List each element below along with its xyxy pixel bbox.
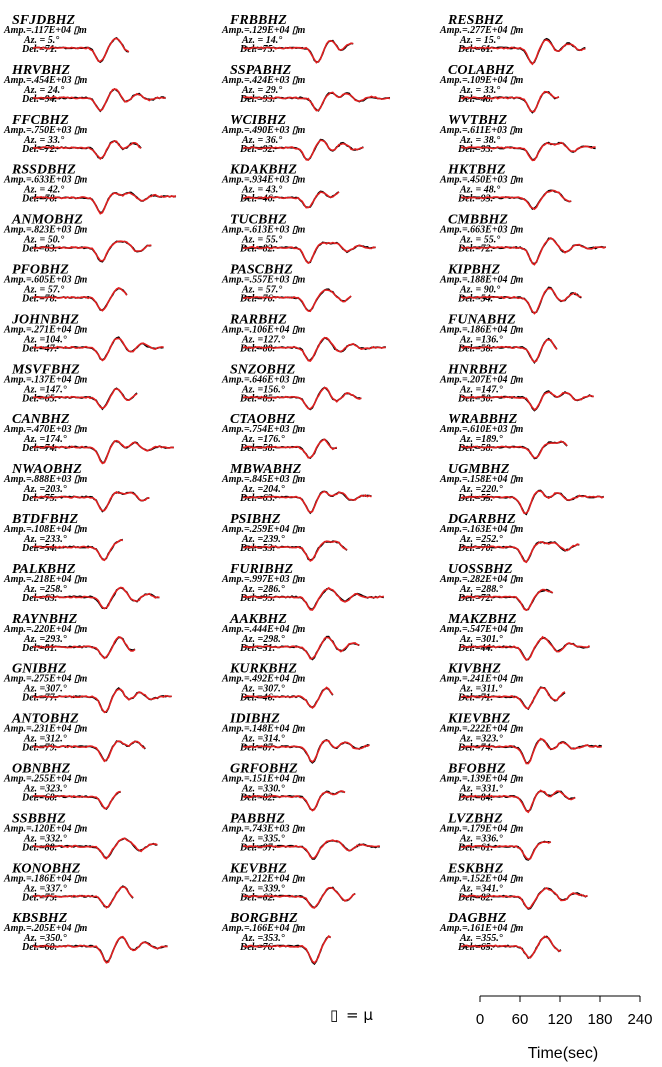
- station-distance: Del.=82.: [240, 243, 276, 255]
- station-amplitude: Amp.=.743E+03 ▯m: [222, 823, 306, 835]
- station-distance: Del.=58.: [240, 443, 276, 455]
- station-amplitude: Amp.=.139E+04 ▯m: [440, 773, 524, 785]
- station-name: GNIBHZ: [12, 661, 67, 677]
- station-distance: Del.=72.: [458, 592, 494, 604]
- station-panel: [3, 263, 127, 311]
- time-axis-tick-label: 120: [547, 1011, 573, 1028]
- station-amplitude: Amp.=.750E+03 ▯m: [4, 124, 88, 136]
- station-distance: Del.=75.: [22, 493, 58, 505]
- station-panel: [439, 512, 579, 562]
- station-name: FUNABHZ: [448, 312, 516, 328]
- station-panel: [3, 612, 135, 659]
- station-name: OBNBHZ: [12, 761, 71, 777]
- station-azimuth: Az. =174.°: [24, 434, 67, 446]
- station-azimuth: Az. =307.°: [242, 683, 285, 695]
- station-azimuth: Az. = 50.°: [24, 234, 65, 246]
- station-name: ESKBHZ: [448, 861, 504, 877]
- station-name: WVTBHZ: [448, 112, 508, 128]
- station-name: CANBHZ: [12, 412, 70, 428]
- station-panel: [3, 911, 168, 963]
- station-panel: [221, 362, 361, 409]
- station-azimuth: Az. =136.°: [460, 334, 503, 346]
- station-panel: [439, 163, 571, 209]
- station-distance: Del.=48.: [458, 93, 494, 105]
- station-distance: Del.=47.: [22, 343, 58, 355]
- station-amplitude: Amp.=.218E+04 ▯m: [4, 573, 88, 585]
- station-panel: [439, 712, 602, 764]
- station-amplitude: Amp.=.152E+04 ▯m: [440, 873, 524, 885]
- station-distance: Del.=58.: [458, 443, 494, 455]
- station-azimuth: Az. =176.°: [242, 434, 285, 446]
- station-name: WRABBHZ: [448, 412, 518, 428]
- station-azimuth: Az. =298.°: [242, 633, 285, 645]
- station-amplitude: Amp.=.161E+04 ▯m: [440, 923, 524, 935]
- station-azimuth: Az. = 43.°: [242, 184, 283, 196]
- station-azimuth: Az. =341.°: [460, 883, 503, 895]
- station-distance: Del.=72.: [458, 243, 494, 255]
- station-amplitude: Amp.=.108E+04 ▯m: [4, 524, 88, 535]
- station-amplitude: Amp.=.205E+04 ▯m: [4, 923, 88, 935]
- station-distance: Del.=62.: [240, 892, 276, 904]
- station-azimuth: Az. = 29.°: [242, 84, 283, 96]
- station-azimuth: Az. =331.°: [460, 783, 503, 795]
- station-panel: [439, 213, 606, 265]
- time-axis: [476, 996, 653, 1062]
- time-axis-title: Time(sec): [527, 1045, 599, 1062]
- station-distance: Del.=93.: [458, 143, 494, 155]
- station-distance: Del.=97.: [240, 842, 276, 854]
- station-azimuth: Az. = 24.°: [24, 84, 65, 96]
- station-amplitude: Amp.=.186E+04 ▯m: [440, 324, 524, 336]
- station-name: RESBHZ: [448, 13, 504, 28]
- station-distance: Del.=46.: [240, 692, 276, 704]
- station-azimuth: Az. =127.°: [242, 334, 285, 346]
- station-amplitude: Amp.=.454E+03 ▯m: [4, 74, 88, 86]
- station-distance: Del.=95.: [240, 592, 276, 604]
- station-amplitude: Amp.=.934E+03 ▯m: [222, 174, 306, 186]
- station-name: KONOBHZ: [12, 861, 81, 877]
- station-distance: Del.=46.: [240, 193, 276, 205]
- station-azimuth: Az. =147.°: [24, 384, 67, 396]
- station-panel: [221, 63, 390, 111]
- station-distance: Del.=93.: [240, 93, 276, 105]
- station-amplitude: Amp.=.271E+04 ▯m: [4, 324, 88, 336]
- station-azimuth: Az. =307.°: [24, 683, 67, 695]
- station-amplitude: Amp.=.450E+03 ▯m: [440, 174, 524, 186]
- station-amplitude: Amp.=.663E+03 ▯m: [440, 224, 524, 236]
- station-panel: [3, 13, 129, 62]
- station-distance: Del.=72.: [22, 143, 58, 155]
- station-name: HNRBHZ: [448, 362, 508, 378]
- station-distance: Del.=61.: [458, 842, 494, 854]
- station-name: MBWABHZ: [230, 462, 302, 478]
- station-distance: Del.=65.: [22, 393, 58, 405]
- station-azimuth: Az. =293.°: [24, 633, 67, 645]
- station-panel: [439, 612, 590, 660]
- station-panel: [221, 811, 380, 859]
- station-amplitude: Amp.=.222E+04 ▯m: [440, 723, 524, 735]
- station-panel: [439, 662, 565, 709]
- station-panel: [3, 213, 151, 262]
- station-azimuth: Az. =189.°: [460, 434, 503, 446]
- station-panel: [221, 412, 337, 458]
- station-azimuth: Az. =203.°: [24, 484, 67, 496]
- station-azimuth: Az. =355.°: [460, 933, 503, 945]
- station-name: COLABHZ: [448, 62, 515, 78]
- station-panel: [439, 63, 559, 113]
- station-name: RSSDBHZ: [12, 162, 76, 178]
- station-azimuth: Az. =288.°: [460, 583, 503, 595]
- station-name: KIPBHZ: [448, 262, 501, 278]
- station-name: PASCBHZ: [230, 262, 293, 278]
- unit-note-symbol: ▯: [330, 1006, 339, 1024]
- station-panel: [221, 512, 347, 561]
- station-azimuth: Az. = 55.°: [242, 234, 283, 246]
- station-azimuth: Az. =258.°: [24, 583, 67, 595]
- station-panel: [439, 362, 594, 410]
- station-amplitude: Amp.=.241E+04 ▯m: [440, 673, 524, 685]
- station-panel: [3, 113, 141, 159]
- station-azimuth: Az. =286.°: [242, 583, 285, 595]
- station-azimuth: Az. = 42.°: [24, 184, 65, 196]
- station-distance: Del.=76.: [240, 293, 276, 305]
- station-name: LVZBHZ: [448, 811, 503, 827]
- station-panel: [221, 861, 355, 908]
- station-amplitude: Amp.=.158E+04 ▯m: [440, 474, 524, 486]
- station-panel: [439, 13, 585, 64]
- time-axis-ticks: [476, 996, 653, 1028]
- station-amplitude: Amp.=.997E+03 ▯m: [222, 573, 306, 585]
- station-azimuth: Az. = 57.°: [242, 284, 283, 296]
- station-amplitude: Amp.=.188E+04 ▯m: [440, 274, 524, 286]
- station-distance: Del.=50.: [458, 393, 494, 405]
- station-amplitude: Amp.=.166E+04 ▯m: [222, 923, 306, 935]
- station-distance: Del.=79.: [22, 742, 58, 754]
- station-panel: [3, 462, 149, 511]
- station-panel: [3, 362, 137, 409]
- station-azimuth: Az. = 48.°: [460, 184, 501, 196]
- station-panel: [221, 13, 353, 63]
- time-axis-tick-label: 180: [587, 1011, 613, 1028]
- station-amplitude: Amp.=.259E+04 ▯m: [222, 524, 306, 535]
- station-amplitude: Amp.=.151E+04 ▯m: [222, 773, 306, 785]
- station-name: SSBBHZ: [12, 811, 66, 827]
- station-distance: Del.=77.: [22, 692, 58, 704]
- station-panel: [221, 712, 370, 763]
- station-panel: [221, 213, 376, 264]
- station-name: HRVBHZ: [12, 62, 71, 78]
- station-azimuth: Az. =339.°: [242, 883, 285, 895]
- station-name: BTDFBHZ: [12, 512, 79, 527]
- station-name: FURIBHZ: [230, 561, 294, 577]
- station-amplitude: Amp.=.282E+04 ▯m: [440, 573, 524, 585]
- station-amplitude: Amp.=.207E+04 ▯m: [440, 374, 524, 386]
- station-panel: [3, 163, 176, 214]
- station-distance: Del.=75.: [240, 44, 276, 55]
- station-name: DAGBHZ: [448, 911, 507, 927]
- station-azimuth: Az. = 5.°: [24, 35, 60, 46]
- station-panel: [3, 811, 157, 858]
- station-name: FFCBHZ: [12, 112, 69, 128]
- station-distance: Del.=54.: [458, 293, 494, 305]
- station-distance: Del.=83.: [22, 243, 58, 255]
- station-amplitude: Amp.=.633E+03 ▯m: [4, 174, 88, 186]
- station-azimuth: Az. =330.°: [242, 783, 285, 795]
- station-azimuth: Az. =301.°: [460, 633, 503, 645]
- station-amplitude: Amp.=.492E+04 ▯m: [222, 673, 306, 685]
- station-panel: [221, 911, 331, 964]
- station-distance: Del.=71.: [22, 44, 58, 55]
- station-distance: Del.=92.: [240, 143, 276, 155]
- station-amplitude: Amp.=.470E+03 ▯m: [4, 424, 88, 436]
- station-name: KDAKBHZ: [230, 162, 297, 178]
- station-distance: Del.=53.: [240, 543, 276, 554]
- station-panel: [3, 312, 164, 360]
- station-panel: [439, 811, 551, 860]
- station-name: TUCBHZ: [230, 212, 287, 228]
- station-azimuth: Az. = 15.°: [460, 35, 501, 46]
- station-panel: [3, 412, 174, 463]
- station-azimuth: Az. =314.°: [242, 733, 285, 745]
- station-panel: [3, 63, 166, 111]
- station-azimuth: Az. = 90.°: [460, 284, 501, 296]
- station-distance: Del.=85.: [240, 393, 276, 405]
- station-name: PFOBHZ: [12, 262, 69, 278]
- station-panel: [439, 762, 575, 813]
- station-azimuth: Az. =220.°: [460, 484, 503, 496]
- station-name: UGMBHZ: [448, 462, 510, 478]
- station-name: KIVBHZ: [448, 661, 501, 677]
- station-azimuth: Az. = 33.°: [24, 134, 65, 146]
- station-distance: Del.=60.: [22, 942, 58, 954]
- time-axis-tick-label: 0: [475, 1011, 485, 1028]
- station-azimuth: Az. =204.°: [242, 484, 285, 496]
- station-azimuth: Az. =353.°: [242, 933, 285, 945]
- station-amplitude: Amp.=.490E+03 ▯m: [222, 124, 306, 136]
- station-amplitude: Amp.=.129E+04 ▯m: [222, 25, 306, 36]
- station-name: KEVBHZ: [230, 861, 287, 877]
- station-panel: [439, 263, 581, 314]
- station-panel: [3, 762, 121, 810]
- station-panel: [439, 113, 596, 161]
- station-panel: [3, 861, 133, 907]
- station-distance: Del.=71.: [458, 692, 494, 704]
- unit-note-equation: = μ: [346, 1006, 373, 1024]
- station-distance: Del.=51.: [240, 642, 276, 654]
- station-name: MSVFBHZ: [12, 362, 80, 378]
- station-distance: Del.=63.: [22, 592, 58, 604]
- station-azimuth: Az. = 55.°: [460, 234, 501, 246]
- station-panel: [221, 562, 384, 610]
- station-amplitude: Amp.=.613E+03 ▯m: [222, 224, 306, 236]
- station-amplitude: Amp.=.186E+04 ▯m: [4, 873, 88, 885]
- station-distance: Del.=87.: [240, 742, 276, 754]
- station-amplitude: Amp.=.610E+03 ▯m: [440, 424, 524, 436]
- station-name: AAKBHZ: [230, 611, 287, 627]
- station-azimuth: Az. =252.°: [460, 534, 503, 545]
- station-name: IDIBHZ: [230, 711, 280, 727]
- station-panel: [221, 263, 351, 312]
- station-distance: Del.=74.: [22, 443, 58, 455]
- station-name: RARBHZ: [230, 312, 287, 328]
- station-distance: Del.=58.: [458, 343, 494, 355]
- station-azimuth: Az. =312.°: [24, 733, 67, 745]
- station-distance: Del.=81.: [22, 642, 58, 654]
- station-panel: [3, 662, 172, 713]
- station-distance: Del.=80.: [240, 343, 276, 355]
- station-azimuth: Az. =233.°: [24, 534, 67, 545]
- station-panel: [221, 312, 386, 361]
- station-name: CMBBHZ: [448, 212, 508, 228]
- station-panel: [221, 462, 372, 513]
- time-axis-tick-label: 240: [627, 1011, 653, 1028]
- station-distance: Del.=75.: [22, 892, 58, 904]
- station-name: MAKZBHZ: [448, 611, 517, 627]
- station-panel: [439, 911, 561, 958]
- station-distance: Del.=74.: [458, 742, 494, 754]
- station-amplitude: Amp.=.611E+03 ▯m: [440, 124, 523, 136]
- station-distance: Del.=61.: [458, 44, 494, 55]
- station-name: HKTBHZ: [448, 162, 506, 178]
- station-azimuth: Az. =239.°: [242, 534, 285, 545]
- station-amplitude: Amp.=.179E+04 ▯m: [440, 823, 524, 835]
- station-name: DGARBHZ: [448, 512, 516, 527]
- station-amplitude: Amp.=.212E+04 ▯m: [222, 873, 306, 885]
- station-name: SNZOBHZ: [230, 362, 296, 378]
- station-distance: Del.=63.: [240, 493, 276, 505]
- station-amplitude: Amp.=.444E+04 ▯m: [222, 623, 306, 635]
- station-distance: Del.=93.: [458, 193, 494, 205]
- station-name: PABBHZ: [230, 811, 285, 827]
- station-name: WCIBHZ: [230, 112, 287, 128]
- station-amplitude: Amp.=.255E+04 ▯m: [4, 773, 88, 785]
- station-panel: [439, 312, 557, 362]
- station-name: KIEVBHZ: [448, 711, 511, 727]
- station-distance: Del.=76.: [240, 942, 276, 954]
- station-amplitude: Amp.=.137E+04 ▯m: [4, 374, 88, 386]
- station-panel: [221, 662, 333, 708]
- station-name: SFJDBHZ: [12, 13, 76, 28]
- station-distance: Del.=84.: [458, 792, 494, 804]
- station-azimuth: Az. =336.°: [460, 833, 503, 845]
- station-azimuth: Az. =104.°: [24, 334, 67, 346]
- station-azimuth: Az. =332.°: [24, 833, 67, 845]
- station-panel: [3, 562, 160, 609]
- station-distance: Del.=82.: [458, 892, 494, 904]
- station-name: ANMOBHZ: [12, 212, 83, 228]
- station-amplitude: Amp.=.754E+03 ▯m: [222, 424, 306, 436]
- station-azimuth: Az. =337.°: [24, 883, 67, 895]
- station-name: RAYNBHZ: [12, 611, 78, 627]
- station-amplitude: Amp.=.148E+04 ▯m: [222, 723, 306, 735]
- station-amplitude: Amp.=.120E+04 ▯m: [4, 823, 88, 835]
- station-azimuth: Az. = 36.°: [242, 134, 283, 146]
- station-amplitude: Amp.=.557E+03 ▯m: [222, 274, 306, 286]
- station-panel: [439, 412, 567, 458]
- station-distance: Del.=54.: [22, 543, 58, 554]
- station-name: CTAOBHZ: [230, 412, 296, 428]
- station-distance: Del.=88.: [22, 842, 58, 854]
- station-name: PSIBHZ: [230, 512, 281, 527]
- station-amplitude: Amp.=.163E+04 ▯m: [440, 524, 524, 535]
- station-name: PALKBHZ: [12, 561, 76, 577]
- station-distance: Del.=55.: [458, 493, 494, 505]
- station-amplitude: Amp.=.888E+03 ▯m: [4, 474, 88, 486]
- station-distance: Del.=44.: [458, 642, 494, 654]
- station-distance: Del.=82.: [240, 792, 276, 804]
- station-amplitude: Amp.=.646E+03 ▯m: [222, 374, 306, 386]
- station-amplitude: Amp.=.275E+04 ▯m: [4, 673, 88, 685]
- station-azimuth: Az. = 14.°: [242, 35, 283, 46]
- station-amplitude: Amp.=.109E+04 ▯m: [440, 74, 524, 86]
- station-azimuth: Az. =323.°: [460, 733, 503, 745]
- station-distance: Del.=78.: [22, 293, 58, 305]
- station-azimuth: Az. =147.°: [460, 384, 503, 396]
- station-distance: Del.=94.: [22, 93, 58, 105]
- station-distance: Del.=78.: [22, 193, 58, 205]
- station-azimuth: Az. =350.°: [24, 933, 67, 945]
- station-azimuth: Az. =311.°: [460, 683, 503, 695]
- station-name: SSPABHZ: [230, 62, 292, 78]
- station-panel: [221, 762, 345, 811]
- station-panel: [439, 562, 553, 610]
- station-panel: [221, 163, 339, 208]
- station-amplitude: Amp.=.605E+03 ▯m: [4, 274, 88, 286]
- station-name: UOSSBHZ: [448, 561, 513, 577]
- unit-note: [330, 1006, 373, 1024]
- station-panels: [3, 13, 606, 964]
- station-distance: Del.=65.: [458, 942, 494, 954]
- station-name: FRBBHZ: [230, 13, 287, 28]
- station-name: KBSBHZ: [12, 911, 68, 927]
- station-azimuth: Az. =323.°: [24, 783, 67, 795]
- station-azimuth: Az. = 33.°: [460, 84, 501, 96]
- station-panel: [221, 612, 359, 660]
- station-name: BORGBHZ: [230, 911, 298, 927]
- station-amplitude: Amp.=.845E+03 ▯m: [222, 474, 306, 486]
- station-azimuth: Az. = 38.°: [460, 134, 501, 146]
- station-name: JOHNBHZ: [12, 312, 79, 328]
- station-amplitude: Amp.=.277E+04 ▯m: [440, 25, 524, 36]
- station-name: BFOBHZ: [448, 761, 506, 777]
- station-distance: Del.=70.: [458, 543, 494, 554]
- station-amplitude: Amp.=.424E+03 ▯m: [222, 74, 306, 86]
- station-name: NWAOBHZ: [12, 462, 82, 478]
- station-amplitude: Amp.=.231E+04 ▯m: [4, 723, 88, 735]
- station-panel: [3, 512, 123, 560]
- station-name: KURKBHZ: [230, 661, 297, 677]
- station-name: ANTOBHZ: [12, 711, 79, 727]
- station-amplitude: Amp.=.117E+04 ▯m: [4, 25, 87, 36]
- station-amplitude: Amp.=.547E+04 ▯m: [440, 623, 524, 635]
- station-azimuth: Az. =335.°: [242, 833, 285, 845]
- station-azimuth: Az. =156.°: [242, 384, 285, 396]
- time-axis-tick-label: 60: [511, 1011, 529, 1028]
- station-amplitude: Amp.=.106E+04 ▯m: [222, 324, 306, 336]
- station-amplitude: Amp.=.220E+04 ▯m: [4, 623, 88, 635]
- station-name: GRFOBHZ: [230, 761, 298, 777]
- station-azimuth: Az. = 57.°: [24, 284, 65, 296]
- station-amplitude: Amp.=.823E+03 ▯m: [4, 224, 88, 236]
- station-panel: [439, 861, 588, 909]
- station-panel: [439, 462, 604, 514]
- station-panel: [3, 712, 145, 762]
- station-panel: [221, 113, 363, 160]
- station-distance: Del.=68.: [22, 792, 58, 804]
